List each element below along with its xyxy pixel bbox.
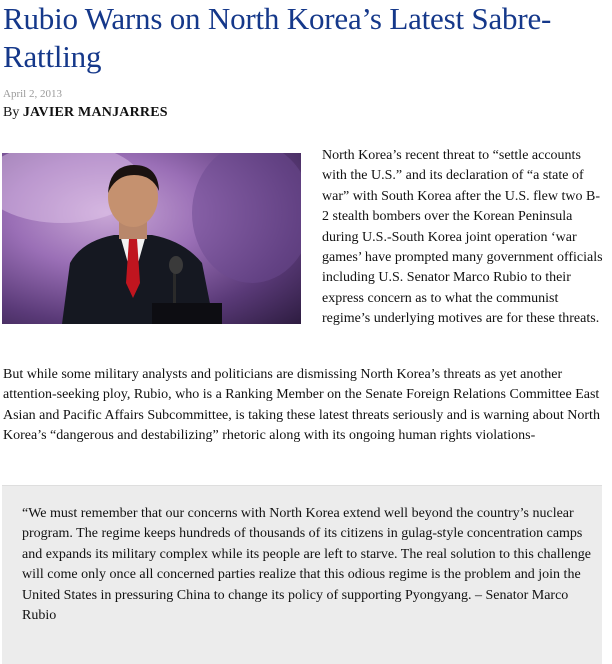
article-date: April 2, 2013 bbox=[3, 88, 62, 100]
blockquote bbox=[2, 485, 602, 664]
by-label: By bbox=[3, 105, 20, 120]
speaker-at-podium-illustration bbox=[2, 153, 301, 324]
author-link[interactable]: JAVIER MANJARRES bbox=[22, 105, 168, 120]
article-photo bbox=[2, 153, 301, 324]
article-title: Rubio Warns on North Korea’s Latest Sabre-Rattling bbox=[3, 1, 552, 74]
body-paragraph: But while some military analysts and politicians are dismissing North Korea’s threats as yet another attention-seeking ploy, Rubio, who is a Ranking Member on the Senate Foreign Relations Committee East Asian and Pacific Affairs Subcommittee, is taking these latest threats seriously and is warning about North Korea’s “dangerous and destabilizing” rhetoric along with its ongoing human rights violations- bbox=[3, 367, 600, 444]
intro-paragraph: North Korea’s recent threat to “settle accounts with the U.S.” and its declaration of “a state of war” with South Korea after the U.S. flew two B-2 stealth bombers over the Korean Peninsula during U.S.-South Korea joint operation ‘war games’ have prompted many government officials including U.S. Senator Marco Rubio to their express concern as to what the communist regime’s underlying motives are for these threats. bbox=[322, 148, 603, 327]
byline bbox=[3, 105, 168, 121]
quote-text: “We must remember that our concerns with North Korea extend well beyond the country’s nuclear program. The regime keeps hundreds of thousands of its citizens in gulag-style concentration camps and expands its military complex while its people are left to starve. The real solution to this challenge will come only once all concerned parties realize that this odious regime is the problem and join the United States in pressuring China to change its policy of supporting Pyongyang. – Senator Marco Rubio bbox=[22, 506, 591, 624]
